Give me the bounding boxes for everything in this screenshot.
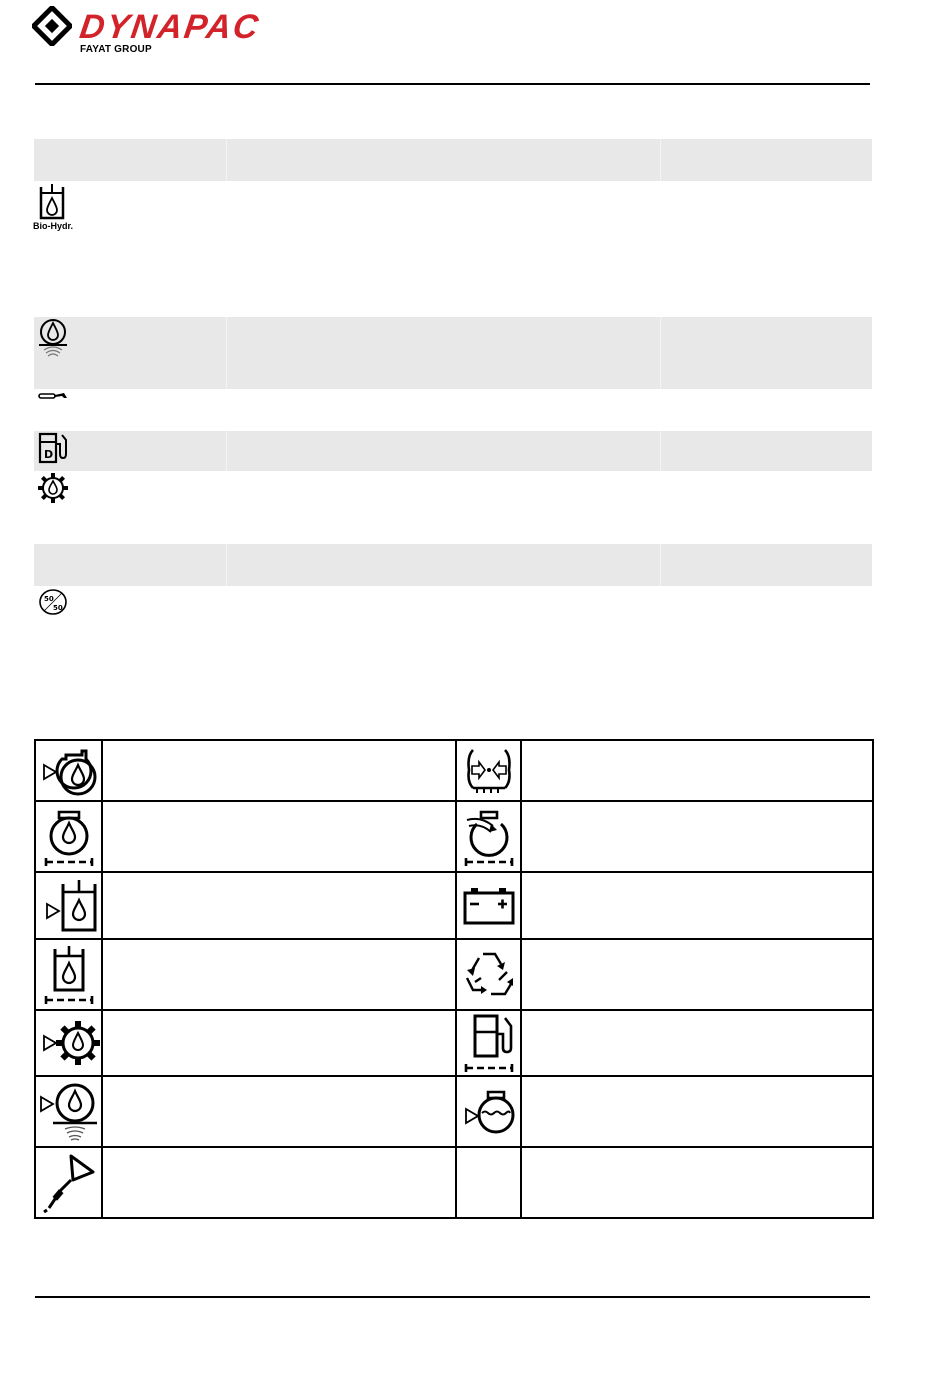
symbol-text-cell [102, 740, 456, 801]
recycling-icon [461, 948, 517, 1002]
symbol-cell [35, 1010, 102, 1076]
transmission-oil-level-icon [38, 1018, 100, 1068]
table-header-band [34, 544, 872, 586]
engine-oil-level-icon [38, 745, 100, 797]
symbol-text-cell [521, 740, 873, 801]
table-row [35, 872, 873, 939]
table-row [35, 1147, 873, 1218]
coolant-ratio-bottom: 50 [53, 604, 63, 612]
coolant-50-50-icon [38, 589, 68, 615]
drum-oil-level-icon [37, 1081, 101, 1143]
fuel-prefilter-icon [461, 806, 517, 868]
transmission-oil-icon [38, 473, 68, 503]
symbol-text-cell [102, 939, 456, 1010]
fuel-filter-icon [461, 1012, 517, 1074]
grease-gun-icon [38, 390, 68, 402]
symbol-cell [35, 1076, 102, 1147]
engine-oil-filter-icon [41, 806, 97, 868]
table-row-band [34, 317, 872, 389]
brand-name: DYNAPAC [77, 8, 263, 46]
symbol-text-cell [521, 872, 873, 939]
symbol-text-cell [102, 1076, 456, 1147]
symbol-text-cell [521, 1147, 873, 1218]
symbol-cell [456, 1010, 521, 1076]
table-row [35, 939, 873, 1010]
hydraulic-oil-level-icon [39, 878, 99, 934]
symbol-text-cell [521, 1010, 873, 1076]
table-row [35, 801, 873, 872]
engine-air-filter-icon [463, 746, 515, 796]
header-rule [35, 83, 870, 85]
lubrication-oil-icon [39, 1152, 99, 1214]
symbol-text-cell [102, 1147, 456, 1218]
symbol-cell [456, 740, 521, 801]
brand-group: FAYAT GROUP [80, 44, 152, 55]
symbol-text-cell [102, 801, 456, 872]
table-header-band [34, 139, 872, 181]
dynapac-diamond-icon [32, 6, 72, 46]
symbol-cell [35, 872, 102, 939]
svg-text:D: D [44, 448, 54, 461]
footer-rule [35, 1296, 870, 1298]
symbol-cell [456, 801, 521, 872]
coolant-level-icon [460, 1087, 518, 1137]
symbol-text-cell [521, 801, 873, 872]
symbol-cell [35, 939, 102, 1010]
symbol-cell [456, 1147, 521, 1218]
axle-oil-icon [37, 318, 69, 358]
symbol-cell [456, 872, 521, 939]
symbol-text-cell [102, 872, 456, 939]
symbol-cell [35, 801, 102, 872]
symbol-text-cell [521, 1076, 873, 1147]
coolant-ratio-top: 50 [44, 595, 54, 603]
table-row [35, 1076, 873, 1147]
table-row [35, 740, 873, 801]
battery-icon [461, 886, 517, 926]
hydraulic-oil-filter-icon [41, 944, 97, 1006]
service-symbols-table [34, 739, 874, 1219]
symbol-text-cell [521, 939, 873, 1010]
symbol-cell [35, 1147, 102, 1218]
symbol-cell [456, 1076, 521, 1147]
dynapac-logo [32, 6, 352, 56]
symbol-cell [35, 740, 102, 801]
hydraulic-oil-tank-icon [38, 183, 66, 221]
table-row [35, 1010, 873, 1076]
symbol-cell [456, 939, 521, 1010]
table-row-band [34, 431, 872, 471]
bio-hydraulic-label: Bio-Hydr. [33, 221, 74, 231]
symbol-text-cell [102, 1010, 456, 1076]
diesel-fuel-icon [38, 432, 68, 464]
